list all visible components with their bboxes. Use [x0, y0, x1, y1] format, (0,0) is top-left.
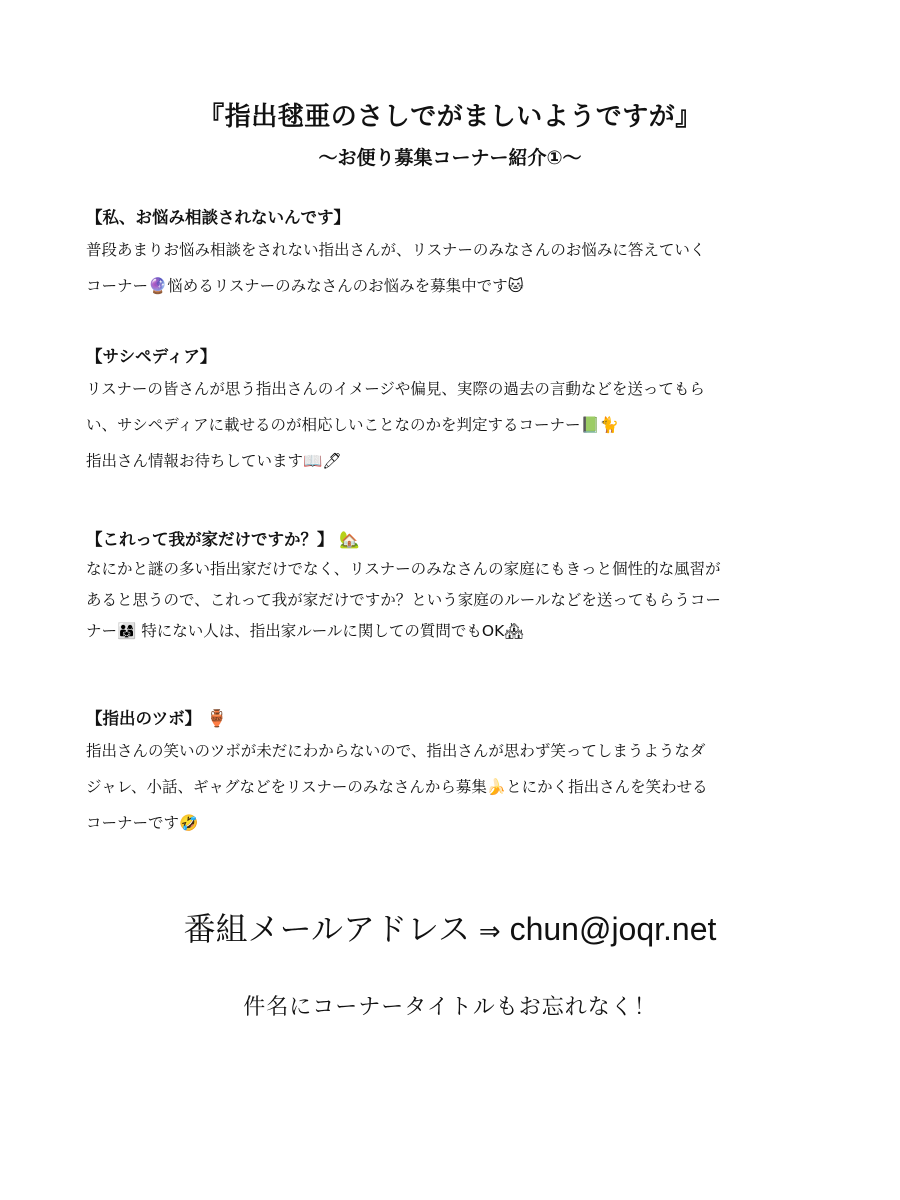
body-line: コーナーです🤣: [86, 814, 199, 832]
section-heading: [86, 204, 826, 228]
amphora-icon: 🏺: [206, 709, 228, 728]
section-heading: [86, 343, 826, 367]
body-line: コーナー🔮悩めるリスナーのみなさんのお悩みを募集中です🐱: [86, 277, 524, 295]
body-line: い、サシペディアに載せるのが相応しいことなのかを判定するコーナー📗🐈: [86, 416, 620, 434]
mail-address: chun@joqr.net: [509, 911, 717, 947]
body-line: 指出さん情報お待ちしています📖🖊: [86, 452, 342, 470]
section-heading-text: 【私、お悩み相談されないんです】: [86, 208, 350, 227]
body-line: リスナーの皆さんが思う指出さんのイメージや偏見、実際の過去の言動などを送ってもら: [86, 380, 705, 398]
section-body: [86, 232, 826, 304]
section-tsubo: [86, 705, 826, 841]
mail-label: 番組メールアドレス: [183, 911, 470, 947]
section-sashipedia: [86, 343, 826, 479]
body-line: なにかと謎の多い指出家だけでなく、リスナーのみなさんの家庭にもきっと個性的な風習が: [86, 560, 721, 578]
section-heading-text: 【サシペディア】: [86, 347, 217, 366]
body-line: 指出さんの笑いのツボが未だにわからないので、指出さんが思わず笑ってしまうようなダ: [86, 742, 706, 760]
body-line: ナー👨‍👩‍👧 特にない人は、指出家ルールに関しての質問でもOK🏘: [86, 622, 524, 640]
mail-address-line: [0, 904, 900, 950]
house-icon: 🏡: [339, 530, 360, 549]
section-body: [86, 554, 826, 647]
page-subtitle: 〜お便り募集コーナー紹介①〜: [318, 147, 582, 169]
subject-reminder: 件名にコーナータイトルもお忘れなく！: [243, 995, 657, 1020]
section-heading-text: 【これって我が家だけですか？】: [86, 530, 334, 549]
section-heading: [86, 526, 826, 550]
section-body: [86, 371, 826, 479]
section-heading: [86, 705, 826, 729]
section-body: [86, 733, 826, 841]
section-onayami: [86, 204, 826, 304]
section-heading-text: 【指出のツボ】: [86, 709, 202, 728]
body-line: あると思うので、これって我が家だけですか？という家庭のルールなどを送ってもらうコー: [86, 591, 721, 609]
page-title: 『指出毬亜のさしでがましいようですが』: [198, 102, 702, 132]
body-line: ジャレ、小話、ギャグなどをリスナーのみなさんから募集🍌とにかく指出さんを笑わせる: [86, 778, 708, 796]
section-wagaya: [86, 526, 826, 647]
arrow-icon: ⇒: [478, 917, 501, 947]
body-line: 普段あまりお悩み相談をされない指出さんが、リスナーのみなさんのお悩みに答えていく: [86, 241, 706, 259]
